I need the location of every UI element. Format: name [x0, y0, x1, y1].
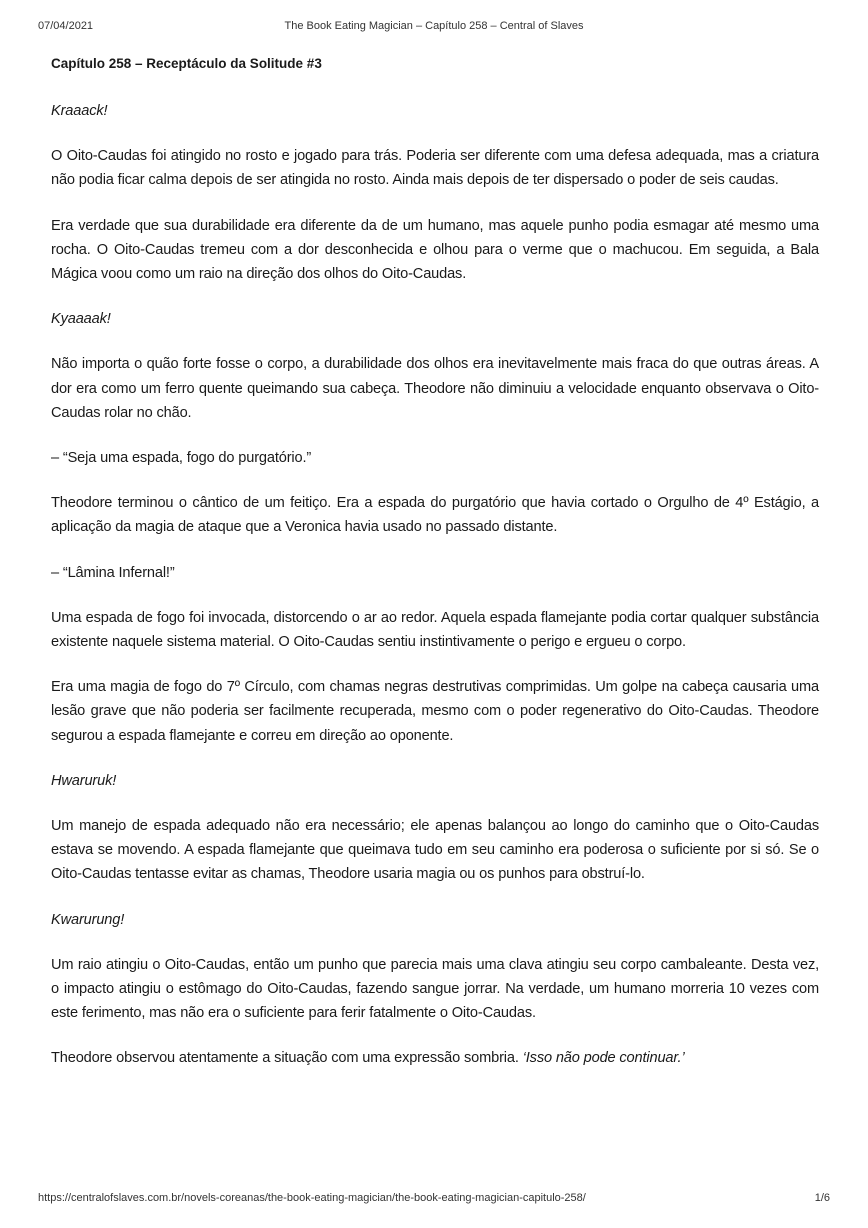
paragraph-thought-quote: ‘Isso não pode continuar.’	[522, 1050, 685, 1067]
paragraph-sound-effect: Kraaack!	[51, 103, 108, 119]
paragraph-dialogue: – “Lâmina Infernal!”	[51, 564, 175, 581]
print-document-title: The Book Eating Magician – Capítulo 258 – Central of Slaves	[284, 20, 584, 32]
paragraph-text: Theodore observou atentamente a situação com uma expressão sombria.	[51, 1050, 519, 1067]
paragraph: Um manejo de espada adequado não era necessário; ele apenas balançou ao longo do caminho que o Oito-Caudas estava se movendo. A espada flamejante que queimava tudo em seu caminho era poderosa o suficiente por si só. Se o Oito-Caudas tentasse evitar as chamas, Theodore usaria magia ou os punhos para obstruí-lo.	[51, 818, 819, 883]
chapter-title: Capítulo 258 – Receptáculo da Solitude #3	[51, 56, 322, 71]
paragraph-sound-effect: Hwaruruk!	[51, 772, 117, 789]
paragraph: O Oito-Caudas foi atingido no rosto e jogado para trás. Poderia ser diferente com uma defesa adequada, mas a criatura não podia ficar calma depois de ser atingida no rosto. Ainda mais depois de ter dispersado o poder de seis caudas.	[51, 148, 819, 189]
paragraph: Era verdade que sua durabilidade era diferente da de um humano, mas aquele punho podia esmagar até mesmo uma rocha. O Oito-Caudas tremeu com a dor desconhecida e olhou para o verme que o machucou. Em seguida, a Bala Mágica voou como um raio na direção dos olhos do Oito-Caudas.	[51, 217, 819, 283]
print-url: https://centralofslaves.com.br/novels-coreanas/the-book-eating-magician/the-book-eating-magician-capitulo-258/	[38, 1192, 586, 1204]
paragraph: Theodore terminou o cântico de um feitiço. Era a espada do purgatório que havia cortado o Orgulho de 4º Estágio, a aplicação da magia de ataque que a Veronica havia usado no passado distante.	[51, 495, 819, 536]
print-date: 07/04/2021	[38, 20, 94, 32]
paragraph	[51, 1046, 819, 1070]
paragraph-dialogue: – “Seja uma espada, fogo do purgatório.”	[51, 450, 312, 467]
print-header	[38, 20, 830, 36]
paragraph-sound-effect: Kyaaaak!	[51, 311, 111, 328]
chapter-content	[51, 55, 819, 1092]
page-number: 1/6	[814, 1192, 830, 1204]
paragraph: Não importa o quão forte fosse o corpo, a durabilidade dos olhos era inevitavelmente mais fraca do que outras áreas. A dor era como um ferro quente queimando sua cabeça. Theodore não diminuiu a velocidade enquanto observava o Oito-Caudas rolar no chão.	[51, 356, 819, 421]
paragraph: Uma espada de fogo foi invocada, distorcendo o ar ao redor. Aquela espada flamejante podia cortar qualquer substância existente naquele sistema material. O Oito-Caudas sentiu instintivamente o perigo e ergueu o corpo.	[51, 609, 819, 651]
paragraph: Um raio atingiu o Oito-Caudas, então um punho que parecia mais uma clava atingiu seu corpo cambaleante. Desta vez, o impacto atingiu o estômago do Oito-Caudas, fazendo sangue jorrar. Na verdade, um humano morreria 10 vezes com este ferimento, mas não era o suficiente para ferir fatalmente o Oito-Caudas.	[51, 956, 819, 1022]
paragraph: Era uma magia de fogo do 7º Círculo, com chamas negras destrutivas comprimidas. Um golpe na cabeça causaria uma lesão grave que não poderia ser facilmente recuperada, mesmo com o poder regenerativo do Oito-Caudas. Theodore segurou a espada flamejante e correu em direção ao oponente.	[51, 679, 819, 744]
paragraph-sound-effect: Kwarurung!	[51, 911, 125, 928]
print-footer	[38, 1192, 830, 1208]
